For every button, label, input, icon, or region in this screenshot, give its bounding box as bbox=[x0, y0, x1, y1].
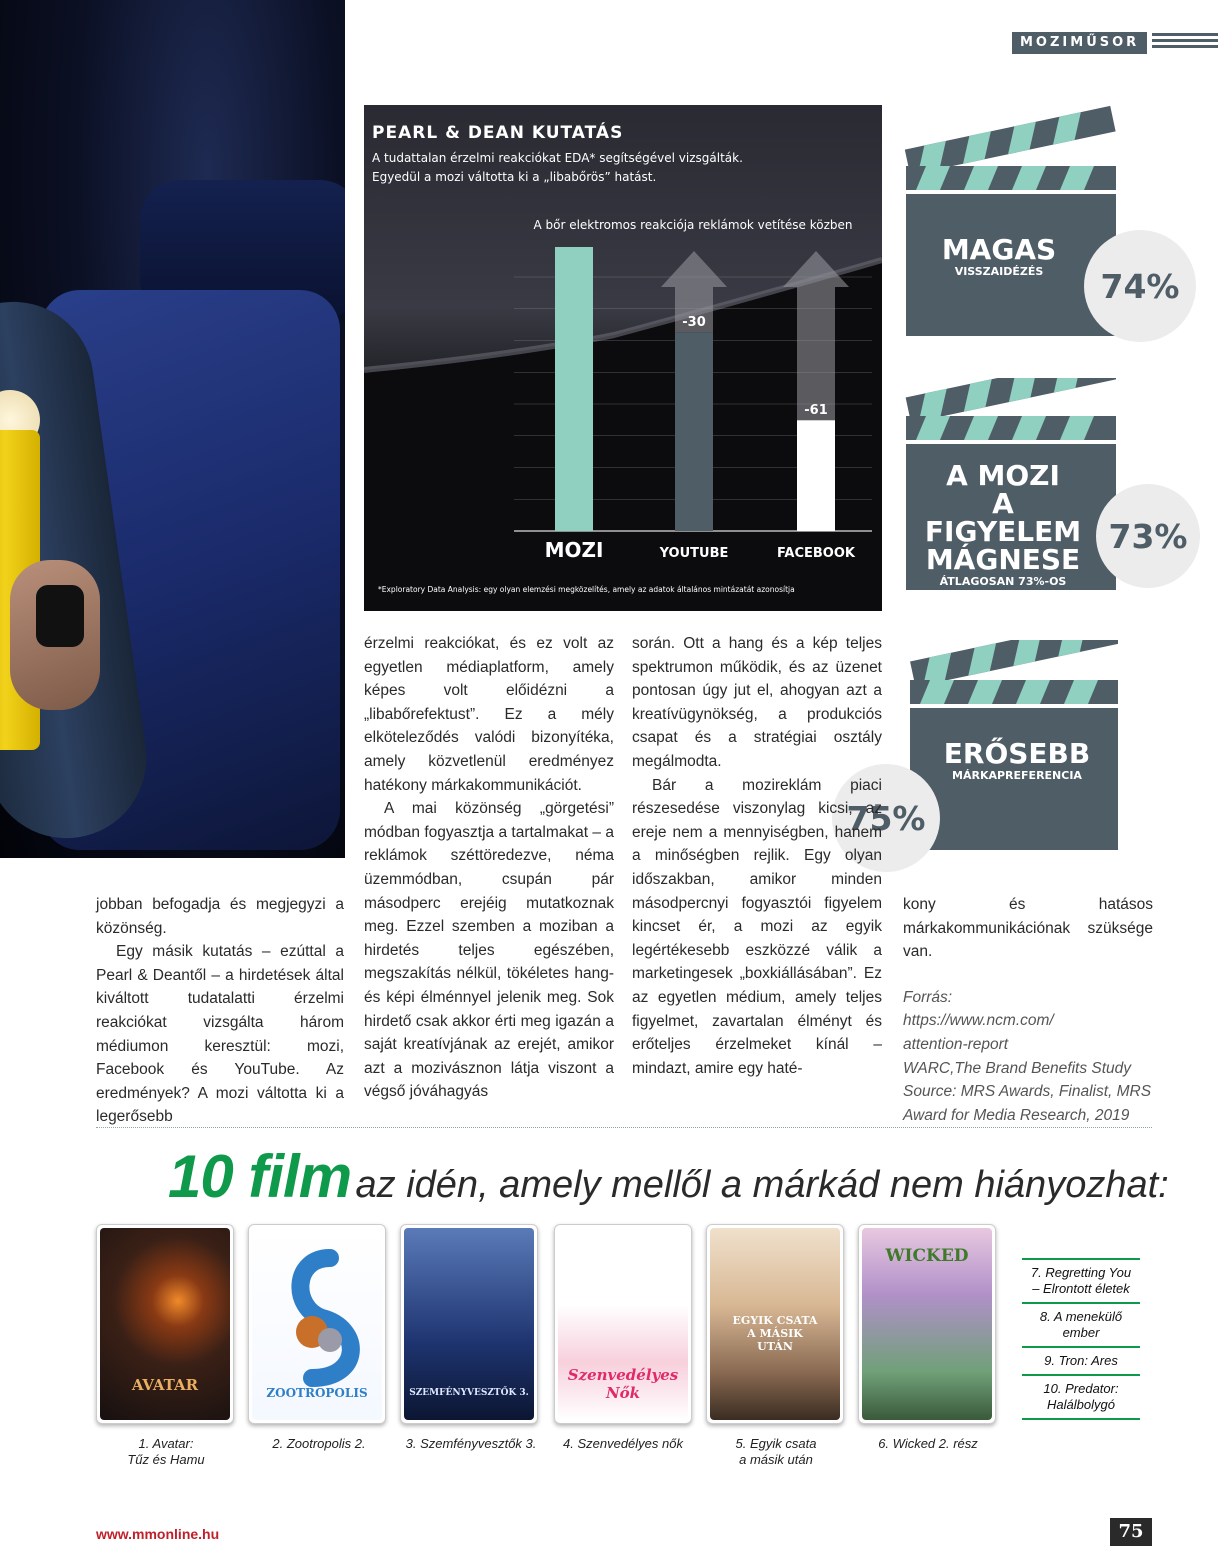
source-line: WARC,The Brand Benefits Study bbox=[903, 1059, 1132, 1077]
stat-subtitle-line2: EREDMÉNNYEL bbox=[957, 591, 1049, 604]
caption-line: 4. Szenvedélyes nők bbox=[563, 1436, 683, 1451]
chart-subtitle-line2: Egyedül a mozi váltotta ki a „libabőrös” hatást. bbox=[372, 170, 657, 184]
poster-art-text: AVATAR bbox=[131, 1376, 199, 1394]
films-heading-rest: az idén, amely mellől a márkád nem hiányozhat: bbox=[355, 1164, 1169, 1206]
poster-szenvedelyes-nok[interactable] bbox=[554, 1224, 692, 1424]
stat-title-line1: A MOZI bbox=[946, 459, 1060, 492]
chart-panel bbox=[364, 105, 882, 611]
paragraph: során. Ott a hang és a kép teljes spektrumon működik, és az üzenet pontosan úgy jut el, ahogyan azt a kreatívügynökség, a produkciós csapat és a stratégiai osztály megálmodta. bbox=[632, 635, 882, 770]
list-line: Halálbolygó bbox=[1047, 1397, 1115, 1412]
stat-percent: 73% bbox=[1096, 484, 1200, 588]
list-line: 8. A menekülő bbox=[1039, 1309, 1123, 1324]
text-column-2 bbox=[364, 632, 614, 1104]
caption-line: 3. Szemfényvesztők 3. bbox=[405, 1436, 537, 1451]
poster-caption bbox=[86, 1436, 246, 1468]
page-number: 75 bbox=[1110, 1518, 1152, 1546]
data-label: -30 bbox=[682, 315, 706, 331]
film-list-item bbox=[1022, 1258, 1140, 1302]
poster-art-text: ZOOTROPOLIS bbox=[266, 1386, 368, 1400]
section-label: MOZIMŰSOR bbox=[1012, 32, 1147, 54]
source-link[interactable]: https://www.ncm.com/ bbox=[903, 1012, 1054, 1030]
film-list-item bbox=[1022, 1374, 1140, 1420]
sources bbox=[903, 986, 1153, 1128]
films-heading bbox=[168, 1142, 1168, 1211]
arrow-gap-marker bbox=[783, 251, 849, 420]
list-line: ember bbox=[1062, 1325, 1100, 1340]
caption-line: 5. Egyik csata bbox=[735, 1436, 817, 1451]
poster-art-text: EGYIK CSATA A MÁSIK UTÁN bbox=[732, 1314, 818, 1353]
poster-caption bbox=[543, 1436, 703, 1452]
chart-title: PEARL & DEAN KUTATÁS bbox=[372, 123, 624, 143]
stat-subtitle: VISSZAIDÉZÉS bbox=[954, 265, 1044, 278]
list-line: 9. Tron: Ares bbox=[1044, 1353, 1118, 1368]
poster-szemfenyvesztok[interactable] bbox=[400, 1224, 538, 1424]
chart-footnote: *Exploratory Data Analysis: egy olyan elemzési megközelítés, amely az adatok általános mintázatát azonosítja bbox=[378, 585, 795, 594]
paragraph: kony és hatásos márkakommunikációnak szüksége van. bbox=[903, 896, 1153, 961]
source-line: Award for Media Research, 2019 bbox=[903, 1106, 1130, 1124]
poster-art-text: WICKED bbox=[885, 1246, 969, 1266]
stat-title: ERŐSEBB bbox=[943, 737, 1091, 770]
data-label: -61 bbox=[804, 403, 828, 419]
text-column-4 bbox=[903, 893, 1153, 1127]
stat-subtitle-line1: ÁTLAGOSAN 73%-OS bbox=[939, 575, 1067, 588]
poster-avatar[interactable] bbox=[96, 1224, 234, 1424]
header-decoration bbox=[1152, 33, 1218, 53]
films-heading-green: 10 film bbox=[168, 1143, 352, 1210]
list-line: 10. Predator: bbox=[1043, 1381, 1119, 1396]
film-list bbox=[1022, 1258, 1140, 1420]
category-label: YOUTUBE bbox=[659, 546, 729, 561]
website-link[interactable]: www.mmonline.hu bbox=[96, 1526, 220, 1542]
wristwatch bbox=[36, 585, 84, 647]
divider bbox=[96, 1127, 1152, 1128]
cinema-photo bbox=[0, 0, 345, 858]
paragraph: Egy másik kutatás – ezúttal a Pearl & Deantől – a hirdetések által kiváltott tudatalatti érzelmi reakciókat vizsgálta három médiumon keresztül: mozi, Facebook és YouTube. Az eredmények? A mozi váltotta ki a legerősebb bbox=[96, 943, 344, 1126]
stat-card-attention bbox=[904, 378, 1116, 604]
poster-egyik-csata[interactable] bbox=[706, 1224, 844, 1424]
poster-caption bbox=[239, 1436, 399, 1452]
poster-wicked[interactable] bbox=[858, 1224, 996, 1424]
source-line: Source: MRS Awards, Finalist, MRS bbox=[903, 1083, 1152, 1101]
bar-facebook bbox=[797, 420, 835, 531]
category-label: FACEBOOK bbox=[777, 546, 855, 561]
chart-subtitle-line1: A tudattalan érzelmi reakciókat EDA* segítségével vizsgálták. bbox=[372, 151, 743, 165]
poster-art-text: Szenvedélyes Nők bbox=[567, 1366, 679, 1402]
paragraph: A mai közönség „görgetési” módban fogyasztja a tartalmakat – a reklámok széttöredezve, néma üzemmódban, csupán pár másodperc erejéig mutatkoznak meg. Ezzel szemben a moziban a hirdetés teljes egészében, megszakítás nélkül, tökéletes hang- és képi élménnyel jelenik meg. Sok hirdető csak akkor érti meg igazán a saját kreatívjának az erejét, amikor azt a mozivásznon látja viszont a végső jóváhagyás bbox=[364, 800, 614, 1101]
list-line: – Elrontott életek bbox=[1032, 1281, 1130, 1296]
text-column-1 bbox=[96, 893, 344, 1129]
paragraph: érzelmi reakciókat, és ez volt az egyetlen médiaplatform, amely képes volt előidézni a „libabőrefektust”. Ez a mély elköteleződés valódi bizonyítéka, amely közvetlenül eredményez hatékony márkakommunikációt. bbox=[364, 635, 614, 794]
stat-percent: 75% bbox=[832, 764, 940, 872]
list-line: 7. Regretting You bbox=[1030, 1265, 1132, 1280]
stat-percent: 74% bbox=[1084, 230, 1196, 342]
clapperboard-icon bbox=[904, 104, 1116, 336]
film-list-item bbox=[1022, 1302, 1140, 1346]
paragraph: jobban befogadja és megjegyzi a közönség. bbox=[96, 896, 344, 937]
stat-card-recall bbox=[904, 104, 1116, 336]
poster-caption bbox=[696, 1436, 856, 1468]
film-list-item bbox=[1022, 1346, 1140, 1374]
bar-mozi bbox=[555, 247, 593, 531]
category-label: MOZI bbox=[544, 538, 604, 562]
caption-line: 6. Wicked 2. rész bbox=[878, 1436, 978, 1451]
source-line: Forrás: bbox=[903, 988, 953, 1006]
poster-zootropolis[interactable] bbox=[248, 1224, 386, 1424]
text-column-3 bbox=[632, 632, 882, 1080]
source-line: attention-report bbox=[903, 1035, 1009, 1053]
y-axis-label: A bőr elektromos reakciója reklámok vetítése közben bbox=[533, 218, 853, 232]
poster-caption bbox=[848, 1436, 1008, 1452]
caption-line: a másik után bbox=[739, 1452, 813, 1467]
caption-line: 2. Zootropolis 2. bbox=[272, 1436, 366, 1451]
stat-title-line2: A FIGYELEM bbox=[924, 487, 1082, 548]
bar-chart bbox=[364, 105, 882, 611]
stat-subtitle: MÁRKAPREFERENCIA bbox=[952, 769, 1082, 782]
stat-title-line3: MÁGNESE bbox=[925, 543, 1081, 576]
poster-caption bbox=[391, 1436, 551, 1452]
bar-youtube bbox=[675, 332, 713, 531]
caption-line: Tűz és Hamu bbox=[127, 1452, 205, 1467]
poster-art-text: SZEMFÉNYVESZTŐK 3. bbox=[409, 1388, 529, 1398]
stat-title: MAGAS bbox=[941, 233, 1057, 266]
caption-line: 1. Avatar: bbox=[138, 1436, 194, 1451]
paragraph: Bár a mozireklám piaci részesedése viszonylag kicsi, az ereje nem a mennyiségben, hanem a minőségben rejlik. Egy olyan időszakban, amikor minden másodpercnyi fogyasztói figyelem kincset ér, a mozi az egyik legértékesebb eszközzé válik a marketingesek „boxkiállásában”. Ez az egyetlen médium, amely teljes figyelmet, zavartalan élményt és erőteljes érzelmeket kínál – mindazt, amire egy haté- bbox=[632, 776, 882, 1077]
